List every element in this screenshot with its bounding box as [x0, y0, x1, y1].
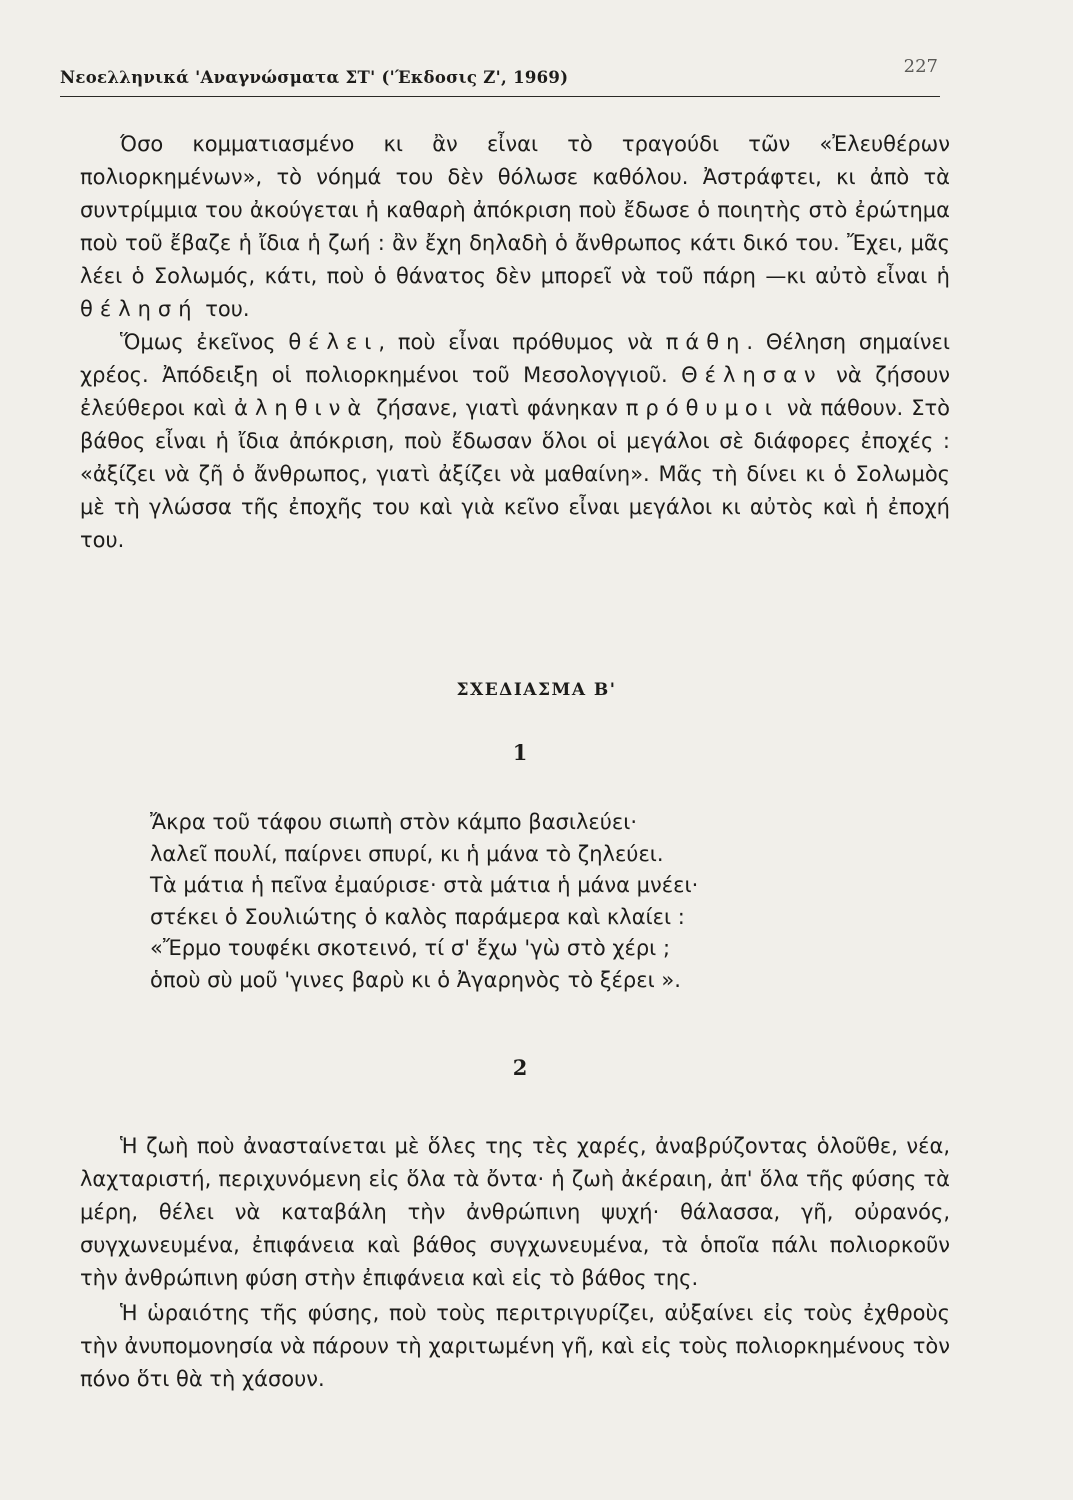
intro-paragraph-1-end: του.: [198, 297, 250, 321]
text-run: νὰ ζήσουν ἐλεύθεροι καὶ: [80, 363, 950, 420]
text-run: νὰ πάθουν. Στὸ βάθος εἶναι ἡ ἴδια ἀπόκριση, ποὺ ἔδωσαν ὅλοι οἱ μεγάλοι σὲ διάφορες ἐποχές : «ἀξίζει νὰ ζῆ ὁ ἄνθρωπος, γιατὶ ἀξίζει νὰ μαθαίνη». Μᾶς τὴ δίνει κι ὁ Σολωμὸς μὲ τὴ γλώσσα τῆς ἐποχῆς του καὶ γιὰ κεῖνο εἶναι μεγάλοι κι αὐτὸς καὶ ἡ ἐποχή του.: [80, 396, 950, 552]
poem-line: λαλεῖ πουλί, παίρνει σπυρί, κι ἡ μάνα τὸ ζηλεύει.: [150, 841, 664, 866]
intro-paragraph-1: [80, 128, 950, 326]
running-title: Νεοελληνικά 'Αναγνώσματα ΣΤ' ('Έκδοσις Ζ', 1969): [60, 68, 569, 87]
sketch-paragraph-2: Ἡ ὡραιότης τῆς φύσης, ποὺ τοὺς περιτριγυρίζει, αὐξαίνει εἰς τοὺς ἐχθροὺς τὴν ἀνυπομονησία νὰ πάρουν τὴ χαριτωμένη γῆ, καὶ εἰς τοὺς πολιορκημένους τὸν πόνο ὅτι θὰ τὴ χάσουν.: [80, 1301, 950, 1391]
poem-line: Τὰ μάτια ἡ πεῖνα ἐμαύρισε· στὰ μάτια ἡ μάνα μνέει·: [150, 873, 699, 897]
poem: [150, 807, 950, 996]
running-header: [60, 56, 940, 97]
section-number-1: 1: [512, 740, 528, 765]
intro-paragraph-1-text: Όσο κομματιασμένο κι ἂν εἶναι τὸ τραγούδι τῶν «Ἐλευθέρων πολιορκημένων», τὸ νόημά του δὲν θόλωσε καθόλου. Ἀστράφτει, κι ἀπὸ τὰ συντρίμμια του ἀκούγεται ἡ καθαρὴ ἀπόκριση ποὺ ἔδωσε ὁ ποιητὴς στὸ ἐρώτημα ποὺ τοῦ ἔβαζε ἡ ἴδια ἡ ζωή : ἂν ἔχη δηλαδὴ ὁ ἄνθρωπος κάτι δικό του. Ἔχει, μᾶς λέει ὁ Σολωμός, κάτι, ποὺ ὁ θάνατος δὲν μπορεῖ νὰ τοῦ πάρη —κι αὐτὸ εἶναι ἡ: [80, 132, 950, 288]
text-run: ζήσανε, γιατὶ φάνηκαν: [368, 396, 626, 420]
intro-text: [80, 128, 950, 557]
spaced-word: θέλησή: [80, 297, 199, 321]
sketch-paragraph-1: Ἡ ζωὴ ποὺ ἀνασταίνεται μὲ ὅλες της τὲς χαρές, ἀναβρύζοντας ὁλοῦθε, νέα, λαχταριστή, περιχυνόμενη εἰς ὅλα τὰ ὄντα· ἡ ζωὴ ἀκέραιη, ἀπ' ὅλα τῆς φύσης τὰ μέρη, θέλει νὰ καταβάλη τὴν ἀνθρώπινη ψυχή· θάλασσα, γῆ, οὐρανός, συγχωνευμένα, ἐπιφάνεια καὶ βάθος συγχωνευμένα, τὰ ὁποῖα πάλι πολιορκοῦν τὴν ἀνθρώπινη φύση στὴν ἐπιφάνεια καὶ εἰς τὸ βάθος της.: [80, 1134, 950, 1290]
poem-line: ὁποὺ σὺ μοῦ 'γινες βαρὺ κι ὁ Ἀγαρηνὸς τὸ ξέρει ».: [150, 967, 681, 992]
section-heading: ΣΧΕΔΙΑΣΜΑ Β': [456, 680, 617, 700]
spaced-word: πάθη: [665, 330, 747, 354]
page-number: 227: [903, 56, 938, 77]
spaced-word: Θέλησαν: [681, 363, 823, 387]
poem-line: «Ἔρμο τουφέκι σκοτεινό, τί σ' ἔχω 'γὼ στὸ χέρι ;: [150, 936, 671, 960]
intro-paragraph-2: [80, 326, 950, 557]
text-run: Ὅμως ἐκεῖνος: [120, 330, 289, 354]
poem-line: Ἄκρα τοῦ τάφου σιωπὴ στὸν κάμπο βασιλεύει·: [150, 810, 638, 834]
spaced-word: ἀληθινὰ: [234, 396, 369, 420]
poem-line: στέκει ὁ Σουλιώτης ὁ καλὸς παράμερα καὶ κλαίει :: [150, 904, 685, 929]
sketch-text: [80, 1130, 950, 1398]
section-number-2: 2: [512, 1055, 528, 1080]
text-run: , ποὺ εἶναι πρόθυμος νὰ: [378, 330, 666, 354]
text-run: . Θέληση σημαίνει χρέος. Ἀπόδειξη οἱ πολιορκημένοι τοῦ Μεσολογγιοῦ.: [80, 330, 950, 387]
spaced-word: πρόθυμοι: [625, 396, 779, 420]
spaced-word: θέλει: [288, 330, 379, 354]
